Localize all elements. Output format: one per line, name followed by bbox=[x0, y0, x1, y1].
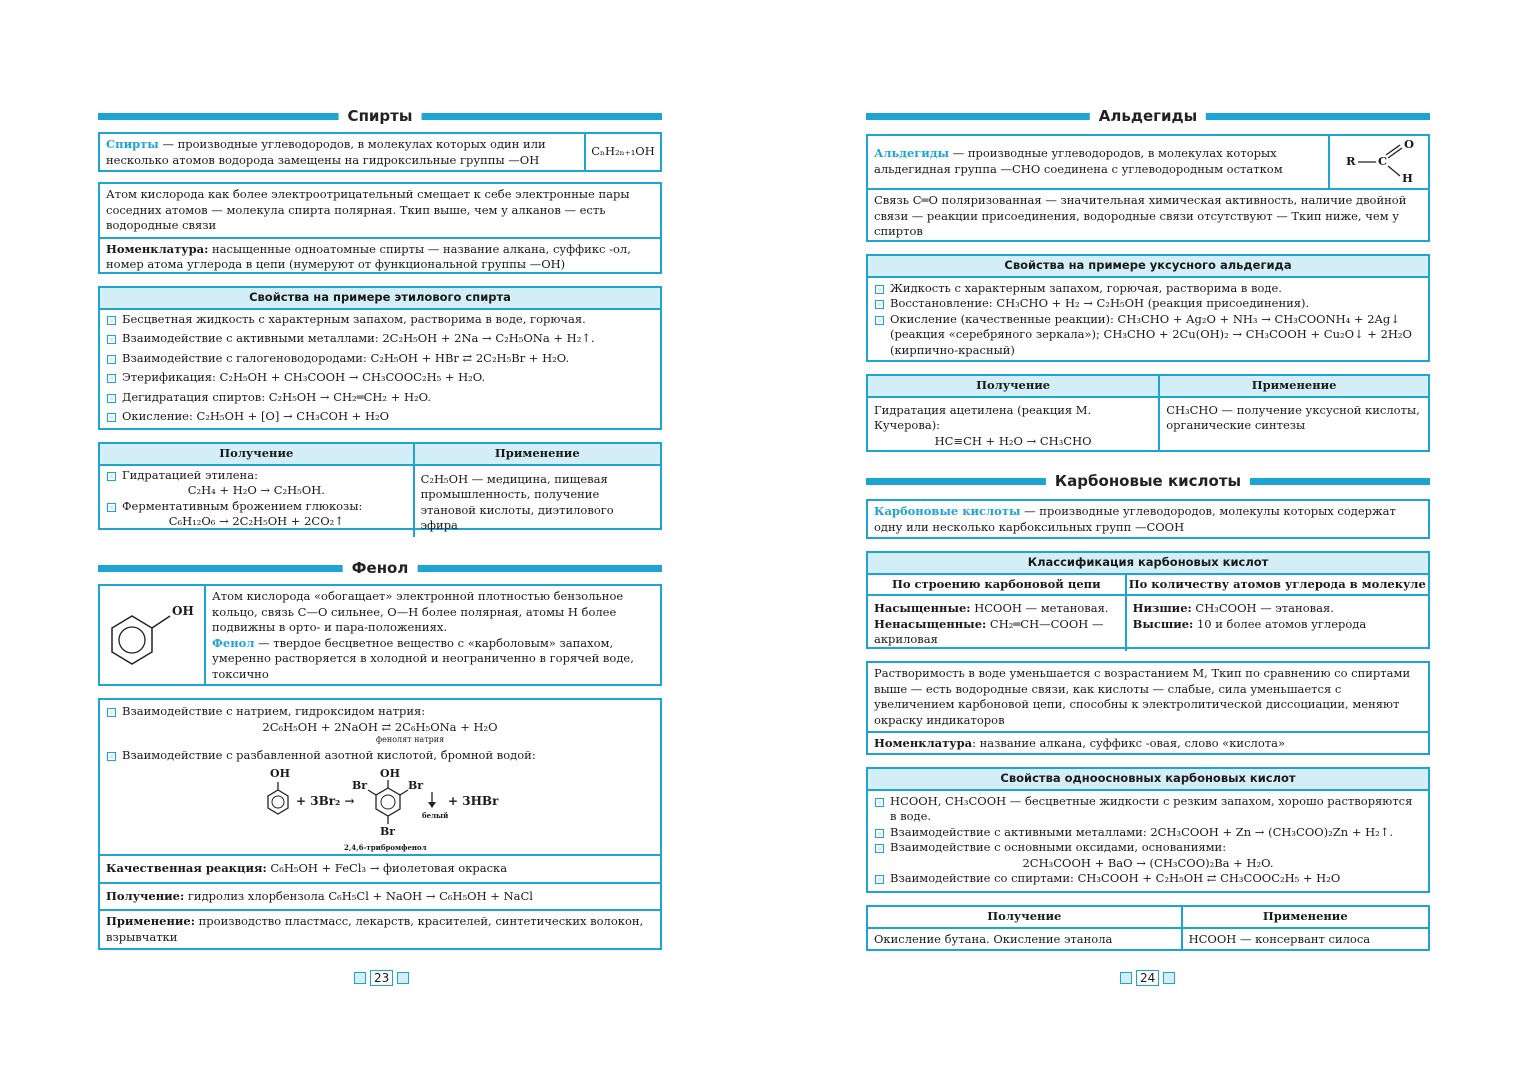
polarity-text: Атом кислорода как более электроотрицательный смещает к себе электронные пары соседних атомов — молекула спирта полярная. Tкип выше, чем у алканов — есть водородные связи bbox=[106, 187, 630, 232]
section-header-phenol bbox=[98, 558, 662, 578]
production-equation: HC≡CH + H₂O → CH₃CHO bbox=[934, 433, 1092, 448]
production-item: Ферментативным брожением глюкозы: bbox=[106, 499, 407, 515]
term-aldehydes: Альдегиды bbox=[874, 146, 950, 160]
section-title: Карбоновые кислоты bbox=[1046, 471, 1250, 491]
page-number-right bbox=[1120, 970, 1175, 986]
application-row bbox=[100, 909, 660, 948]
bromination-scheme bbox=[260, 766, 540, 852]
scheme-product: + 3HBr bbox=[448, 794, 499, 808]
section-header-aldehydes bbox=[866, 106, 1430, 126]
aldehydes-definition-box bbox=[866, 134, 1430, 242]
scheme-reagent: + 3Br₂ → bbox=[296, 794, 355, 808]
section-title: Альдегиды bbox=[1090, 106, 1206, 126]
production-equation: C₂H₄ + H₂O → C₂H₅OH. bbox=[187, 483, 325, 497]
list-item: HCOOH, CH₃COOH — бесцветные жидкости с резким запахом, хорошо растворяются в воде. bbox=[874, 794, 1422, 825]
list-item: Дегидратация спиртов: C₂H₅OH → CH₂═CH₂ + H₂O. bbox=[106, 390, 654, 406]
production-text: Гидратация ацетилена (реакция М. Кучерова): bbox=[874, 402, 1092, 432]
br-label: Br bbox=[408, 779, 424, 792]
ethanol-properties-header: Свойства на примере этилового спирта bbox=[100, 288, 660, 310]
page-number-left bbox=[354, 970, 409, 986]
list-item: Жидкость с характерным запахом, горючая, растворима в воде. bbox=[874, 281, 1422, 297]
acids-definition: — производные углеводородов, молекулы которых содержат одну или несколько карбоксильных групп —COOH bbox=[874, 504, 1396, 534]
page-number: 24 bbox=[1136, 970, 1159, 986]
lower-text: CH₃COOH — этановая. bbox=[1191, 601, 1334, 615]
nomenclature-text: насыщенные одноатомные спирты — название алкана, суффикс -ол, номер атома углерода в цепи (нумеруют от функциональной группы —OH) bbox=[106, 241, 631, 271]
list-item: Взаимодействие с натрием, гидроксидом натрия: bbox=[106, 704, 654, 720]
section-title: Фенол bbox=[343, 558, 418, 578]
prev-page-icon[interactable] bbox=[354, 972, 366, 984]
oh-label: OH bbox=[172, 604, 194, 618]
application-text: CH₃CHO — получение уксусной кислоты, органические синтезы bbox=[1159, 397, 1428, 453]
saturated-text: HCOOH — метановая. bbox=[970, 601, 1109, 615]
prev-page-icon[interactable] bbox=[1120, 972, 1132, 984]
production-text: гидролиз хлорбензола C₆H₅Cl + NaOH → C₆H₅OH + NaCl bbox=[184, 888, 533, 903]
term-alcohols: Спирты bbox=[106, 137, 159, 151]
list-item: Этерификация: C₂H₅OH + CH₃COOH → CH₃COOC₂H₅ + H₂O. bbox=[106, 370, 654, 386]
acids-definition-box bbox=[866, 499, 1430, 539]
application-text: HCOOH — консервант силоса bbox=[1182, 928, 1428, 951]
acetaldehyde-properties-box bbox=[866, 254, 1430, 362]
nomenclature-text: : название алкана, суффикс -овая, слово «кислота» bbox=[972, 736, 1285, 750]
production-header: Получение bbox=[868, 907, 1182, 928]
higher-text: 10 и более атомов углерода bbox=[1193, 616, 1367, 631]
definition-box-alcohols bbox=[98, 132, 662, 172]
next-page-icon[interactable] bbox=[397, 972, 409, 984]
classification-column-header: По строению карбоновой цепи bbox=[868, 575, 1126, 596]
acids-properties-header: Свойства одноосновных карбоновых кислот bbox=[868, 769, 1428, 791]
list-item: Взаимодействие с разбавленной азотной кислотой, бромной водой: bbox=[106, 748, 654, 764]
phenol-intro-box bbox=[98, 584, 662, 686]
benzene-ring-icon bbox=[100, 586, 204, 684]
definition-text: — производные углеводородов, в молекулах которых один или несколько атомов водорода замещены на гидроксильные группы —OH bbox=[106, 137, 546, 167]
classification-header: Классификация карбоновых кислот bbox=[868, 553, 1428, 575]
acids-classification-box bbox=[866, 551, 1430, 649]
list-item: Взаимодействие с активными металлами: 2C₂H₅OH + 2Na → C₂H₅ONa + H₂↑. bbox=[106, 331, 654, 347]
application-header: Применение bbox=[414, 444, 660, 465]
oh-label: OH bbox=[270, 767, 290, 780]
general-formula: CₙH₂ₙ₊₁OH bbox=[584, 134, 660, 170]
list-item: Восстановление: CH₃CHO + H₂ → C₂H₅OH (реакция присоединения). bbox=[874, 296, 1422, 312]
c-label: C bbox=[1378, 154, 1388, 168]
nomenclature-row bbox=[100, 237, 660, 276]
section-title: Спирты bbox=[339, 106, 422, 126]
quality-label: Качественная реакция: bbox=[106, 861, 267, 875]
acids-production-application-table bbox=[866, 905, 1430, 951]
list-item: Взаимодействие с активными металлами: 2CH₃COOH + Zn → (CH₃COO)₂Zn + H₂↑. bbox=[874, 825, 1422, 841]
section-header-alcohols bbox=[98, 106, 662, 126]
application-label: Применение: bbox=[106, 914, 195, 928]
production-header: Получение bbox=[100, 444, 414, 465]
product-name: 2,4,6-трибромфенол bbox=[344, 843, 427, 852]
reaction-note: фенолят натрия bbox=[375, 735, 445, 744]
nomenclature-label: Номенклатура: bbox=[106, 241, 209, 256]
nomenclature-row bbox=[868, 731, 1428, 755]
classification-column-header: По количеству атомов углерода в молекуле bbox=[1126, 575, 1428, 596]
acids-properties-box bbox=[866, 767, 1430, 893]
solubility-text: Растворимость в воде уменьшается с возрастанием M, Tкип по сравнению со спиртами выше — есть водородные связи, как кислоты — слабые, сила уменьшается с увеличением карбоновой цепи, способны к электролитической диссоциации, меняют окраску индикаторов bbox=[874, 666, 1411, 727]
application-header: Применение bbox=[1182, 907, 1428, 928]
list-item: Окисление (качественные реакции): CH₃CHO + Ag₂O + NH₃ → CH₃COONH₄ + 2Ag↓ (реакция «серебряного зеркала»); CH₃CHO + 2Cu(OH)₂ → CH₃COOH + Cu₂O↓ + 2H₂O (кирпично-красный) bbox=[874, 312, 1422, 359]
quality-text: C₆H₅OH + FeCl₃ → фиолетовая окраска bbox=[266, 861, 508, 875]
aldehyde-group-structure bbox=[1328, 136, 1428, 188]
production-text: Окисление бутана. Окисление этанола bbox=[874, 931, 1113, 946]
page-number: 23 bbox=[370, 970, 393, 986]
phenol-reactions-box bbox=[98, 698, 662, 950]
aldehyde-production-application-table bbox=[866, 374, 1430, 452]
term-phenol: Фенол bbox=[212, 635, 255, 650]
application-header: Применение bbox=[1159, 376, 1428, 397]
lower-label: Низшие: bbox=[1132, 601, 1192, 615]
ethanol-properties-box bbox=[98, 286, 662, 430]
reaction-equation: 2C₆H₅OH + 2NaOH ⇄ 2C₆H₅ONa + H₂O bbox=[262, 719, 498, 734]
list-item: Взаимодействие со спиртами: CH₃COOH + C₂H₅OH ⇄ CH₃COOC₂H₅ + H₂O bbox=[874, 871, 1422, 887]
phenol-definition: — твердое бесцветное вещество с «карболовым» запахом, умеренно растворяется в холодной и неограниченно в горячей воде, токсично bbox=[212, 635, 634, 681]
application-text: производство пластмасс, лекарств, красителей, синтетических волокон, взрывчатки bbox=[106, 914, 644, 944]
precipitate-note: белый bbox=[422, 811, 449, 820]
phenol-structure bbox=[100, 586, 206, 684]
h-label: H bbox=[1402, 171, 1413, 185]
production-item: Гидратацией этилена: bbox=[106, 468, 407, 484]
reaction-equation: 2CH₃COOH + BaO → (CH₃COO)₂Ba + H₂O. bbox=[1022, 855, 1274, 870]
production-header: Получение bbox=[868, 376, 1159, 397]
o-label: O bbox=[1404, 137, 1415, 151]
acids-properties-info-box bbox=[866, 661, 1430, 755]
section-header-acids bbox=[866, 471, 1430, 491]
higher-label: Высшие: bbox=[1132, 616, 1194, 631]
nomenclature-label: Номенклатура bbox=[874, 736, 973, 750]
aldehydes-definition: — производные углеводородов, в молекулах которых альдегидная группа —CHO соединена с углеводородным остатком bbox=[874, 146, 1283, 176]
production-row bbox=[100, 882, 660, 910]
saturated-label: Насыщенные: bbox=[874, 601, 971, 615]
quality-reaction-row bbox=[100, 854, 660, 882]
phenol-intro-text: Атом кислорода «обогащает» электронной плотностью бензольное кольцо, связь C—O сильнее, O—H более полярная, атомы H более подвижны в орто- и пара-положениях. bbox=[212, 589, 624, 634]
acetaldehyde-properties-header: Свойства на примере уксусного альдегида bbox=[868, 256, 1428, 278]
unsaturated-text: CH₂═CH—COOH — акриловая bbox=[874, 616, 1104, 646]
br-label: Br bbox=[352, 779, 368, 792]
next-page-icon[interactable] bbox=[1163, 972, 1175, 984]
application-text: C₂H₅OH — медицина, пищевая промышленность, получение этановой кислоты, диэтилового эфира bbox=[414, 465, 660, 537]
bond-text: Связь C═O поляризованная — значительная химическая активность, наличие двойной связи — реакции присоединения, водородные связи отсутствуют — Tкип ниже, чем у спиртов bbox=[874, 193, 1407, 238]
list-item: Окисление: C₂H₅OH + [O] → CH₃COH + H₂O bbox=[106, 409, 654, 425]
unsaturated-label: Ненасыщенные: bbox=[874, 616, 987, 631]
oh-label: OH bbox=[380, 767, 400, 780]
list-item: Взаимодействие с основными оксидами, основаниями: bbox=[874, 840, 1422, 856]
r-label: R bbox=[1346, 154, 1356, 168]
br-label: Br bbox=[380, 825, 396, 838]
list-item: Бесцветная жидкость с характерным запахом, растворима в воде, горючая. bbox=[106, 312, 654, 328]
term-acids: Карбоновые кислоты bbox=[874, 504, 1021, 518]
properties-info-box bbox=[98, 182, 662, 274]
alcohol-production-application-table bbox=[98, 442, 662, 530]
production-equation: C₆H₁₂O₆ → 2C₂H₅OH + 2CO₂↑ bbox=[168, 514, 344, 528]
production-label: Получение: bbox=[106, 888, 185, 903]
list-item: Взаимодействие с галогеноводородами: C₂H₅OH + HBr ⇄ 2C₂H₅Br + H₂O. bbox=[106, 351, 654, 367]
